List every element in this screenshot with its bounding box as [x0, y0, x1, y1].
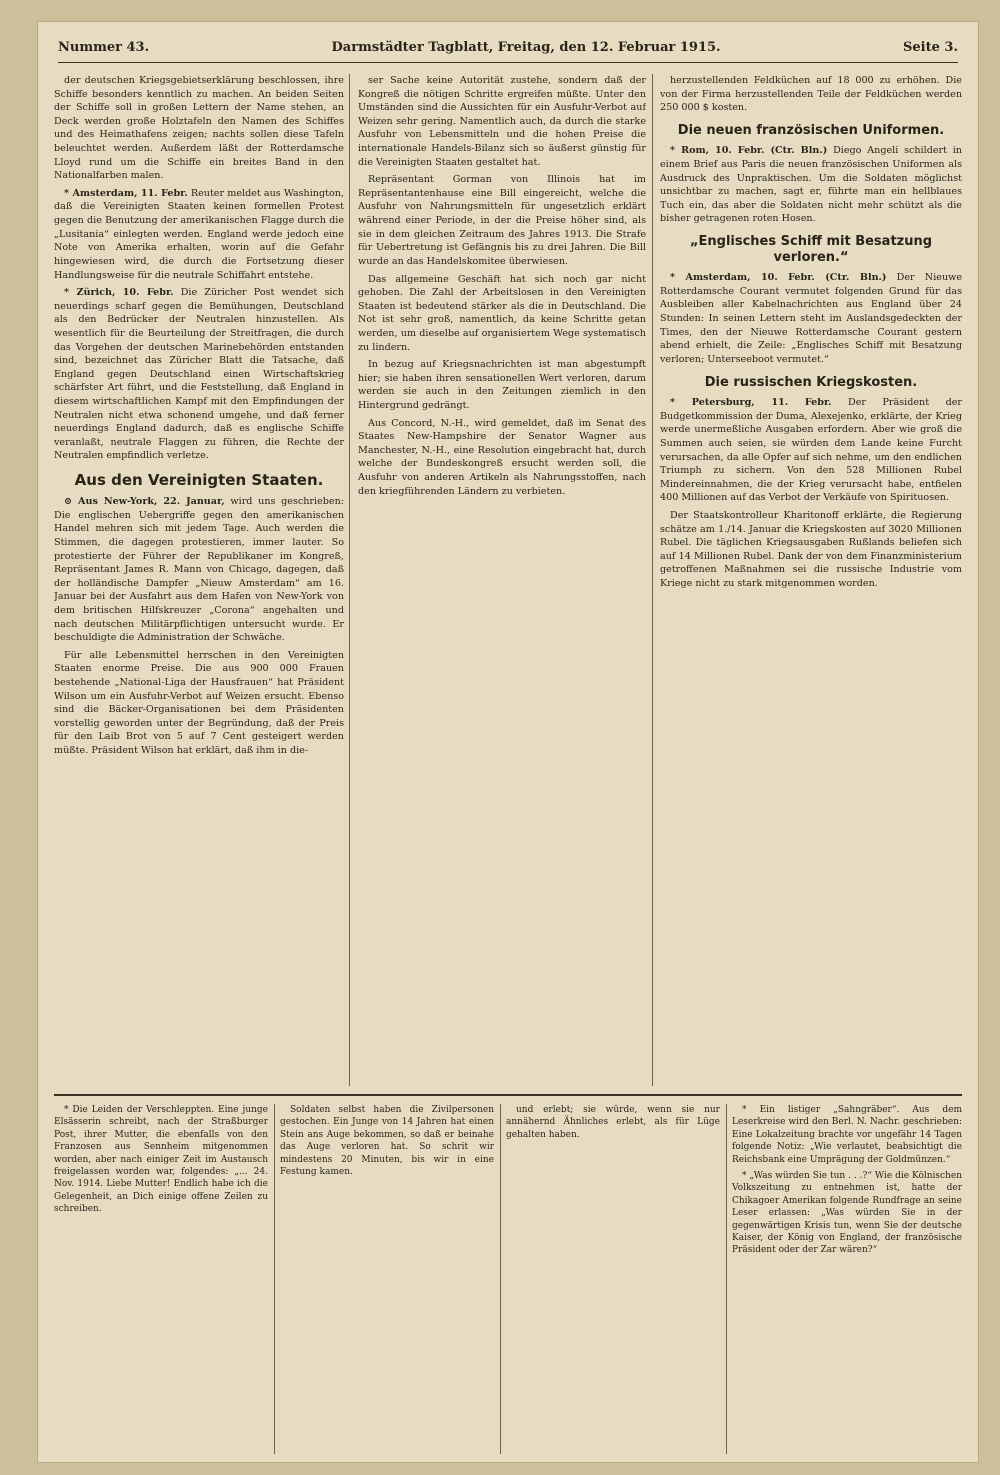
article-paragraph: Aus Concord, N.-H., wird gemeldet, daß im Senat des Staates New-Hampshire der Senator Wagner aus Manchester, N.-H., eine Resolution eingebracht hat, durch welche der Bundeskongreß ersucht werden soll, die Ausfuhr von anderen Artikeln als Nahrungsstoffen, nach den kriegführenden Ländern zu verbieten.	[358, 417, 646, 497]
column-divider	[500, 1104, 501, 1454]
article-text: Reuter meldet aus Washington, daß die Vereinigten Staaten keinen formellen Protest gegen die Benutzung der amerikanischen Flagge durch die „Lusitania“ einlegten werden. England werde jedoch eine Note von Amerika erhalten, worin auf die Gefahr hingewiesen wird, die durch die Fortsetzung dieser Handlungsweise für die neutrale Schiffahrt entstehe.	[54, 187, 344, 281]
dateline: ⊙ Aus New-York, 22. Januar,	[64, 496, 225, 508]
article-paragraph: und erlebt; sie würde, wenn sie nur annähernd Ähnliches erlebt, als für Lüge gehalten haben.	[506, 1105, 720, 1140]
column-2	[358, 74, 646, 1086]
dateline: * Zürich, 10. Febr.	[64, 287, 174, 299]
article-text: Diego Angeli schildert in einem Brief aus Paris die neuen französischen Uniformen als Ausdruck des Unpraktischen. Um die Soldaten möglichst unsichtbar zu machen, sagt er, führte man ein hellblaues Tuch ein, das aber die Soldaten nicht mehr schützt als die bisher getragenen roten Hosen.	[660, 145, 962, 225]
section-divider	[54, 1094, 962, 1096]
article-paragraph: In bezug auf Kriegsnachrichten ist man abgestumpft hier; sie haben ihren sensationellen Wert verloren, darum werden sie auch in den Zeitungen ziemlich in den Hintergrund gedrängt.	[358, 359, 646, 412]
dateline: * Petersburg, 11. Febr.	[670, 397, 832, 409]
dateline: * Amsterdam, 11. Febr.	[64, 187, 188, 199]
article-paragraph: Das allgemeine Geschäft hat sich noch gar nicht gehoben. Die Zahl der Arbeitslosen in den Vereinigten Staaten ist bedeutend stärker als die in Deutschland. Die Not ist sehr groß, namentlich, da keine Schritte getan werden, um dieselbe auf organisiertem Wege systematisch zu lindern.	[358, 273, 646, 353]
article-paragraph	[54, 286, 344, 463]
column-divider	[652, 74, 653, 1086]
article-text: wird uns geschrieben: Die englischen Uebergriffe gegen den amerikanischen Handel mehren sich mit jedem Tage. Auch werden die Stimmen, die dagegen protestieren, immer lauter. So protestierte der Führer der Republikaner im Kongreß, Repräsentant James R. Mann von Chicago, dagegen, daß der holländische Dampfer „Nieuw Amsterdam“ am 16. Januar bei der Ausfahrt aus dem Hafen von New-York von dem britischen Hilfskreuzer „Corona“ angehalten und nach deutschen Militärpflichtigen untersucht wurde. Er beschuldigte die Administration der Schwäche.	[54, 496, 344, 644]
masthead	[58, 40, 958, 63]
article-paragraph	[54, 495, 344, 645]
article-paragraph: Für alle Lebensmittel herrschen in den Vereinigten Staaten enorme Preise. Die aus 900 000 Frauen bestehende „National-Liga der Hausfrauen“ hat Präsident Wilson um ein Ausfuhr-Verbot auf Weizen ersucht. Ebenso sind die Bäcker-Organisationen bei dem Präsidenten vorstellig geworden unter der Begründung, daß der Preis für den Laib Brot von 5 auf 7 Cent gesteigert werden müßte. Präsident Wilson hat erklärt, daß ihm in die-	[54, 649, 344, 757]
article-paragraph: * Die Leiden der Verschleppten. Eine junge Elsässerin schreibt, nach der Straßburger Post, ihrer Mutter, die ebenfalls von den Franzosen aus Sennheim mitgenommen worden, aber nach einiger Zeit im Austausch freigelassen worden war, folgendes: „... 24. Nov. 1914. Liebe Mutter! Endlich habe ich die Gelegenheit, an Dich einige offene Zeilen zu schreiben.	[54, 1105, 268, 1215]
article-paragraph	[54, 187, 344, 282]
article-paragraph	[660, 144, 962, 226]
article-text: Der Nieuwe Rotterdamsche Courant vermutet folgenden Grund für das Ausbleiben aller Kabelnachrichten aus England über 24 Stunden: In seinen Lettern steht im Auslandsgedeckten der Times, den der Nieuwe Rotterdamsche Courant gestern abend erhielt, die Zeile: „Englisches Schiff mit Besatzung verloren; Unterseeboot vermutet.“	[660, 272, 962, 365]
lower-column-1	[54, 1104, 268, 1454]
dateline: * Rom, 10. Febr. (Ctr. Bln.)	[670, 145, 828, 157]
newspaper-title: Darmstädter Tagblatt, Freitag, den 12. Februar 1915.	[331, 40, 721, 55]
lower-column-2	[280, 1104, 494, 1454]
section-heading-russian-war-costs: Die russischen Kriegskosten.	[704, 374, 918, 390]
column-3	[660, 74, 962, 1086]
lower-column-3	[506, 1104, 720, 1454]
article-paragraph: Repräsentant Gorman von Illinois hat im Repräsentantenhause eine Bill eingereicht, welche die Ausfuhr von Nahrungsmitteln für ungesetzlich erklärt während einer Periode, in der die Preise höher sind, als sie in dem gleichen Zeitraum des Jahres 1913. Die Strafe für Uebertretung ist Gefängnis bis zu drei Jahren. Die Bill wurde an das Handelskomitee überwiesen.	[358, 174, 646, 267]
section-heading-uniforms: Die neuen französischen Uniformen.	[677, 122, 945, 138]
column-1	[54, 74, 344, 1086]
dateline: * Amsterdam, 10. Febr. (Ctr. Bln.)	[670, 272, 887, 284]
article-paragraph: * „Was würden Sie tun . . .?“ Wie die Kölnischen Volkszeitung zu entnehmen ist, hatte der Chikagoer Amerikan folgende Rundfrage an seine Leser erlassen: „Was würden Sie in der gegenwärtigen Krisis tun, wenn Sie der deutsche Kaiser, der König von England, der französische Präsident oder der Zar wären?“	[732, 1171, 962, 1256]
article-paragraph	[660, 271, 962, 366]
page-number: Seite 3.	[903, 40, 958, 55]
issue-number: Nummer 43.	[58, 40, 150, 55]
article-paragraph: * Ein listiger „Sahngräber“. Aus dem Leserkreise wird den Berl. N. Nachr. geschrieben: Eine Lokalzeitung brachte vor ungefähr 14 Tagen folgende Notiz: „Wie verlautet, beabsichtigt die Reichsbank eine Umprägung der Goldmünzen.“	[732, 1105, 962, 1165]
column-divider	[274, 1104, 275, 1454]
column-divider	[726, 1104, 727, 1454]
article-text: Der Präsident der Budgetkommission der Duma, Alexejenko, erklärte, der Krieg werde unermeßliche Ausgaben erfordern. Aber wie groß die Summen auch seien, sie würden dem Lande keine Furcht verursachen, da alle Opfer auf sich nehme, um den endlichen Triumph zu sichern. Von den 528 Millionen Rubel Mindereinnahmen, die der Krieg verursacht habe, entfielen 400 Millionen auf das Verbot der Verkäufe von Spirituosen.	[660, 397, 962, 504]
section-heading-ship-lost: „Englisches Schiff mit Besatzung verloren.“	[689, 234, 933, 265]
article-paragraph	[660, 396, 962, 505]
newspaper-page	[38, 22, 978, 1462]
section-heading-usa: Aus den Vereinigten Staaten.	[74, 471, 324, 490]
article-paragraph: Der Staatskontrolleur Kharitonoff erklärte, die Regierung schätze am 1./14. Januar die Kriegskosten auf 3020 Millionen Rubel. Die täglichen Kriegsausgaben Rußlands beliefen sich auf 14 Millionen Rubel. Dank der von dem Finanzministerium getroffenen Maßnahmen sei die russische Industrie vom Kriege nicht zu stark mitgenommen worden.	[660, 510, 962, 590]
lower-column-4	[732, 1104, 962, 1454]
article-paragraph: Soldaten selbst haben die Zivilpersonen gestochen. Ein Junge von 14 Jahren hat einen Stein ans Auge bekommen, so daß er beinahe das Auge verloren hat. So schrit wir mindestens 20 Minuten, bis wir in eine Festung kamen.	[280, 1105, 494, 1178]
article-paragraph: herzustellenden Feldküchen auf 18 000 zu erhöhen. Die von der Firma herzustellenden Teile der Feldküchen werden 250 000 $ kosten.	[660, 75, 962, 114]
article-paragraph: der deutschen Kriegsgebietserklärung beschlossen, ihre Schiffe besonders kenntlich zu machen. An beiden Seiten der Schiffe soll in großen Lettern der Name stehen, an Deck werden große Holztafeln den Namen des Schiffes und des Heimathafens zeigen; nachts sollen diese Tafeln beleuchtet werden. Außerdem läßt der Rotterdamsche Lloyd rund um die Schiffe ein breites Band in den Nationalfarben malen.	[54, 75, 344, 182]
column-divider	[349, 74, 350, 1086]
article-paragraph: ser Sache keine Autorität zustehe, sondern daß der Kongreß die nötigen Schritte ergreifen müßte. Unter den Umständen sind die Aussichten für ein Ausfuhr-Verbot auf Weizen sehr gering. Namentlich auch, da durch die starke Ausfuhr von Lebensmitteln und die hohen Preise die internationale Handels-Bilanz sich so äußerst günstig für die Vereinigten Staaten gestaltet hat.	[358, 75, 646, 168]
article-text: Die Züricher Post wendet sich neuerdings scharf gegen die Bemühungen, Deutschland als den Bedrücker der Neutralen hinzustellen. Als wesentlich für die Beurteilung der Streitfragen, die durch das Vorgehen der deutschen Marinebehörden entstanden sind, bezeichnet das Züricher Blatt die Tatsache, daß England gegen Deutschland einen Wirtschaftskrieg schärfster Art führt, und die Feststellung, daß England in diesem wirtschaftlichen Kampf mit den Empfindungen der Neutralen nicht etwa schonend umgehe, und daß ferner neuerdings England dadurch, daß es englische Schiffe veranlaßt, neutrale Flaggen zu führen, die Rechte der Neutralen empfindlich verletze.	[54, 287, 344, 462]
